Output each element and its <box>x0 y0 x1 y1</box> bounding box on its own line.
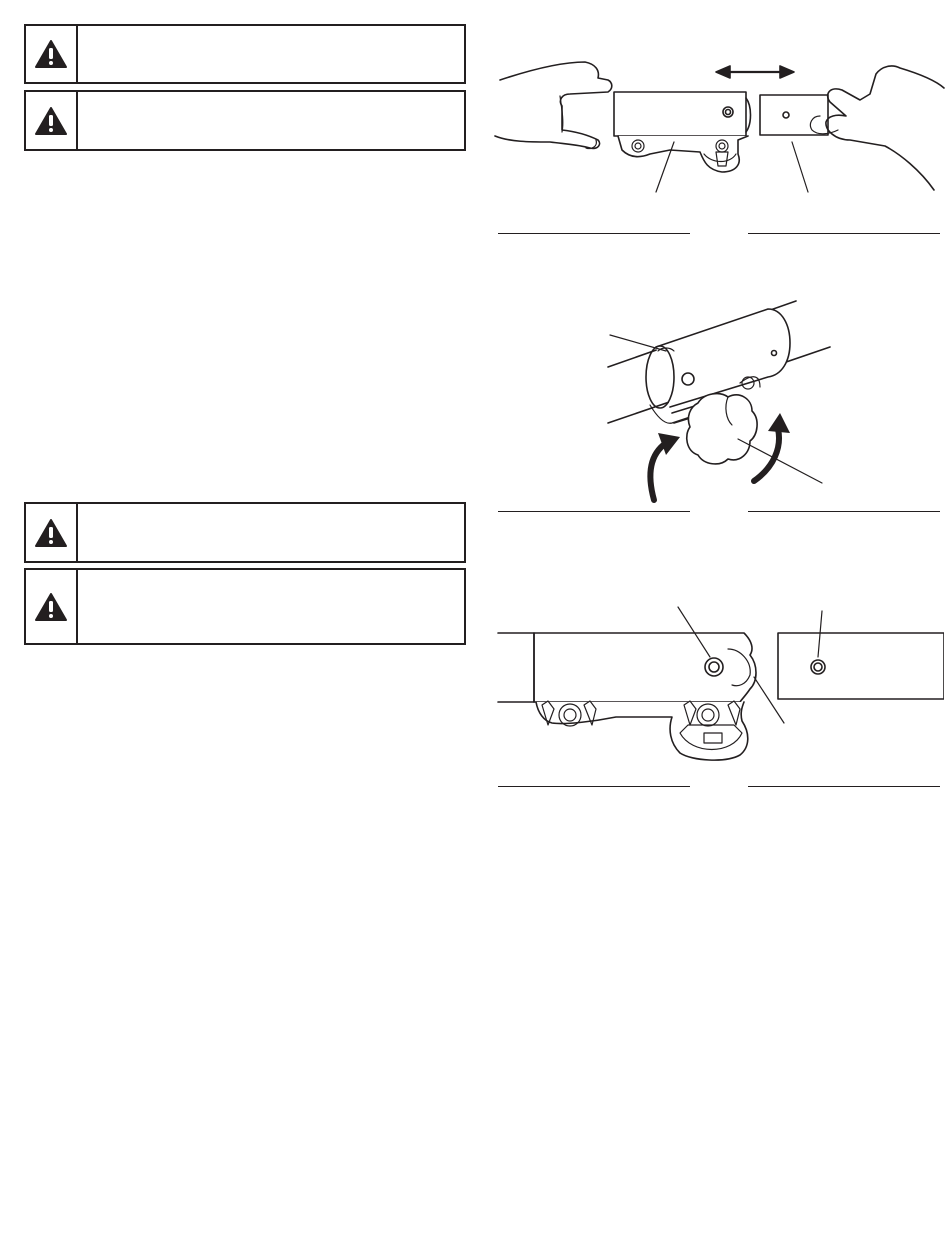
tighten-arrow-right-icon <box>754 413 790 481</box>
warning-triangle-icon <box>34 518 68 548</box>
warning-text <box>78 504 464 561</box>
knob <box>687 394 757 464</box>
push-pull-arrow-icon <box>716 66 794 78</box>
caption-rule-1-right <box>748 233 940 234</box>
left-hand <box>495 62 612 148</box>
warning-triangle-icon <box>34 39 68 69</box>
warning-text <box>78 92 464 149</box>
warning-icon-cell <box>26 26 78 82</box>
warning-icon-cell <box>26 570 78 643</box>
caption-rule-2-right <box>748 511 940 512</box>
figure-align-holes <box>496 605 944 770</box>
tighten-arrow-left-icon <box>650 433 680 500</box>
figure-connect-shafts <box>490 50 945 200</box>
caption-rule-3-left <box>498 786 690 787</box>
right-hand <box>826 66 944 190</box>
figure-tighten-knob <box>600 295 840 510</box>
warning-box-4 <box>24 568 466 645</box>
caption-rule-2-left <box>498 511 690 512</box>
warning-icon-cell <box>26 504 78 561</box>
caption-rule-1-left <box>498 233 690 234</box>
caption-rule-3-right <box>748 786 940 787</box>
warning-text <box>78 570 464 643</box>
warning-triangle-icon <box>34 106 68 136</box>
warning-box-3 <box>24 502 466 563</box>
warning-triangle-icon <box>34 592 68 622</box>
warning-box-2 <box>24 90 466 151</box>
warning-icon-cell <box>26 92 78 149</box>
warning-text <box>78 26 464 82</box>
warning-box-1 <box>24 24 466 84</box>
